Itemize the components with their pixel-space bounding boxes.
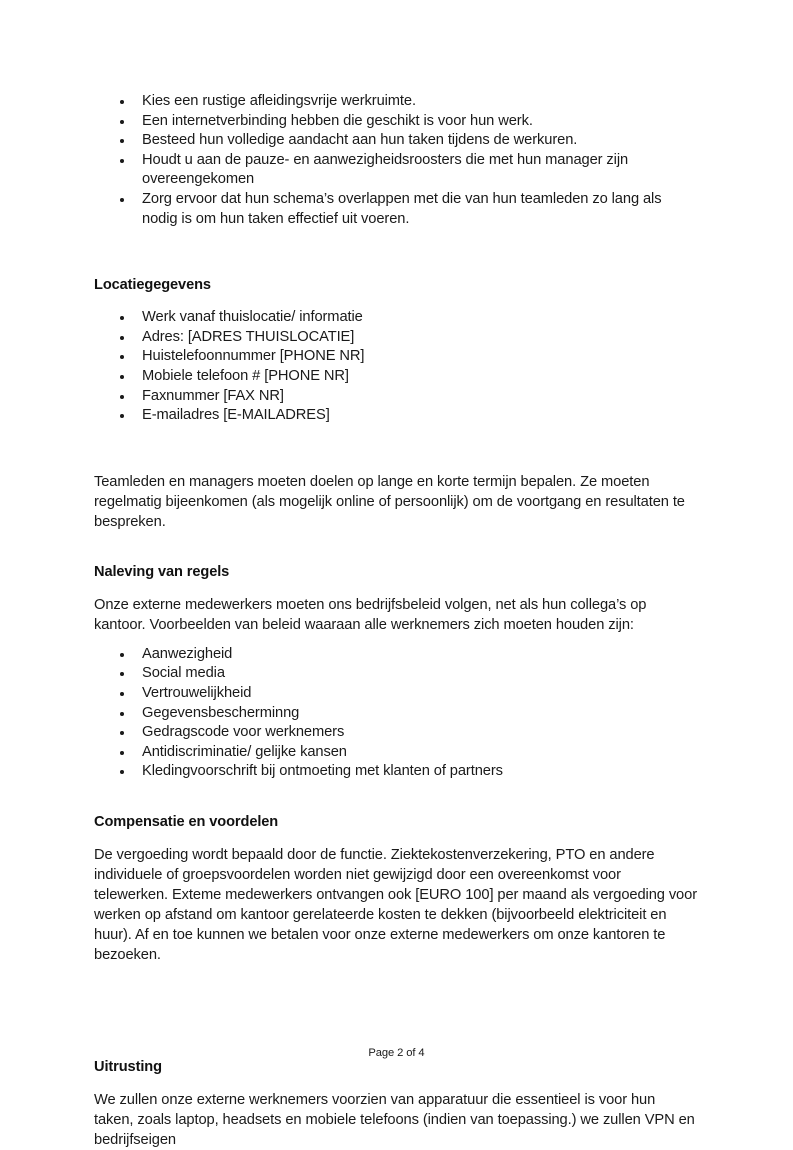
section-heading-naleving: Naleving van regels <box>94 563 230 580</box>
spacer <box>94 426 697 472</box>
list-item: Houdt u aan de pauze- en aanwezigheidsroosters die met hun manager zijn overeengekomen <box>94 151 697 190</box>
naleving-bullet-list <box>94 645 697 782</box>
compensatie-paragraph: De vergoeding wordt bepaald door de functie. Ziektekostenverzekering, PTO en andere individuele of groepsvoordelen worden niet gewijzigd door een overeenkomst voor telewerken. Exteme medewerkers ontvangen ook [EURO 100] per maand als vergoeding voor werken op afstand om kantoor gerelateerde kosten te dekken (bijvoorbeeld elektriciteit en huur). Af en toe kunnen we betalen voor onze externe medewerkers om onze kantoren te bezoeken. <box>94 846 697 963</box>
spacer <box>94 229 697 275</box>
list-item: Kies een rustige afleidingsvrije werkruimte. <box>94 92 697 112</box>
list-item: Huistelefoonnummer [PHONE NR] <box>94 347 697 367</box>
list-item: Gegevensbescherminng <box>94 704 697 724</box>
spacer <box>94 295 697 308</box>
page-number-label: Page 2 of 4 <box>368 1047 425 1059</box>
spacer <box>94 782 697 812</box>
list-item: Besteed hun volledige aandacht aan hun taken tijdens de werkuren. <box>94 131 697 151</box>
naleving-intro-paragraph: Onze externe medewerkers moeten ons bedrijfsbeleid volgen, net als hun collega’s op kantoor. Voorbeelden van beleid waaraan alle werknemers zich moeten houden zijn: <box>94 596 647 633</box>
section-heading-uitrusting: Uitrusting <box>94 1058 162 1075</box>
list-item: Aanwezigheid <box>94 645 697 665</box>
list-item: E-mailadres [E-MAILADRES] <box>94 406 697 426</box>
spacer <box>94 635 697 645</box>
list-item: Faxnummer [FAX NR] <box>94 387 697 407</box>
spacer <box>94 582 697 595</box>
list-item: Kledingvoorschrift bij ontmoeting met klanten of partners <box>94 762 697 782</box>
list-item: Zorg ervoor dat hun schema’s overlappen met die van hun teamleden zo lang als nodig is om hun taken effectief uit voeren. <box>94 190 697 229</box>
section-heading-locatiegegevens: Locatiegegevens <box>94 277 211 294</box>
spacer <box>94 532 697 562</box>
list-item: Gedragscode voor werknemers <box>94 723 697 743</box>
teamleden-paragraph: Teamleden en managers moeten doelen op lange en korte termijn bepalen. Ze moeten regelmatig bijeenkomen (als mogelijk online of persoonlijk) om de voortgang en resultaten te bespreken. <box>94 473 685 530</box>
spacer <box>94 1077 697 1090</box>
uitrusting-paragraph: We zullen onze externe werknemers voorzien van apparatuur die essentieel is voor hun taken, zoals laptop, headsets en mobiele telefoons (indien van toepassing.) we zullen VPN en bedrijfseigen <box>94 1091 695 1148</box>
list-item: Mobiele telefoon # [PHONE NR] <box>94 367 697 387</box>
list-item: Vertrouwelijkheid <box>94 684 697 704</box>
list-item: Antidiscriminatie/ gelijke kansen <box>94 743 697 763</box>
list-item: Adres: [ADRES THUISLOCATIE] <box>94 328 697 348</box>
spacer <box>94 832 697 845</box>
list-item: Een internetverbinding hebben die geschikt is voor hun werk. <box>94 112 697 132</box>
spacer <box>94 965 697 1057</box>
list-item: Social media <box>94 664 697 684</box>
list-item: Werk vanaf thuislocatie/ informatie <box>94 308 697 328</box>
intro-bullet-list <box>94 92 697 229</box>
locatiegegevens-bullet-list <box>94 308 697 426</box>
page-footer <box>0 1046 793 1060</box>
section-heading-compensatie: Compensatie en voordelen <box>94 813 279 830</box>
